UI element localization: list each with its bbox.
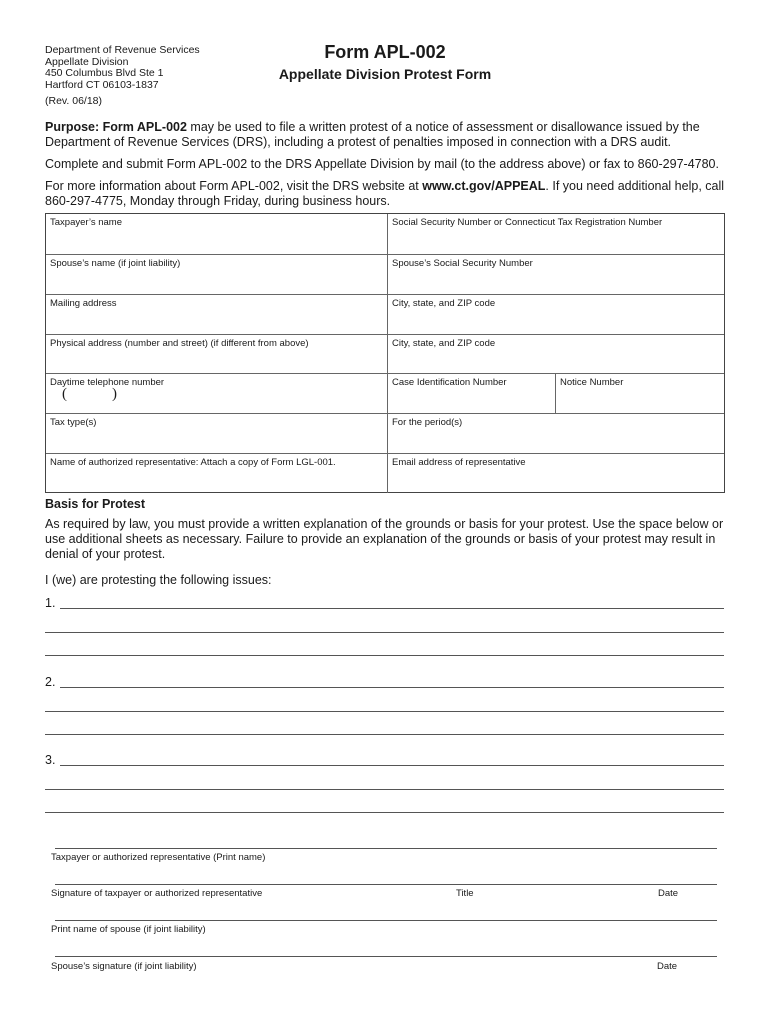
issue-3-line[interactable]	[60, 765, 724, 766]
address-line: 450 Columbus Blvd Ste 1	[45, 67, 164, 79]
address-line: Appellate Division	[45, 55, 129, 68]
field-label: Spouse’s Social Security Number	[392, 258, 533, 269]
daytime-phone-field[interactable]	[46, 374, 387, 413]
issue-1-line[interactable]	[60, 608, 724, 609]
spouse-name-field[interactable]	[46, 255, 387, 294]
form-subtitle: Appellate Division Protest Form	[278, 66, 492, 82]
issues-intro: I (we) are protesting the following issues:	[45, 573, 272, 587]
field-label: Tax type(s)	[50, 417, 97, 428]
issue-2-line[interactable]	[45, 734, 724, 735]
mailing-address-field[interactable]	[46, 295, 387, 334]
mailing-city-state-zip-field[interactable]	[388, 295, 726, 334]
notice-number-field[interactable]	[556, 374, 726, 413]
spouse-signature-line[interactable]	[55, 956, 717, 957]
spouse-print-name-label: Print name of spouse (if joint liability)	[51, 924, 206, 935]
info-text-after: . If you need additional help, call 860-297-4775, Monday through Friday, during business hours.	[45, 179, 725, 208]
date-label: Date	[658, 888, 679, 899]
periods-field[interactable]	[388, 414, 726, 453]
issue-1-line[interactable]	[45, 632, 724, 633]
field-label: Notice Number	[560, 377, 624, 388]
issue-3-line[interactable]	[45, 812, 724, 813]
field-label: Daytime telephone number	[50, 377, 165, 388]
representative-email-field[interactable]	[388, 454, 726, 493]
field-label: Email address of representative	[392, 457, 526, 468]
submit-paragraph: Complete and submit Form APL-002 to the DRS Appellate Division by mail (to the address above) or fax to 860-297-4780.	[45, 157, 719, 171]
taxpayer-info-table	[45, 213, 725, 493]
physical-city-state-zip-field[interactable]	[388, 335, 726, 373]
spouse-print-name-line[interactable]	[55, 920, 717, 921]
signature-line[interactable]	[55, 884, 717, 885]
field-label: Mailing address	[50, 298, 117, 309]
field-label: City, state, and ZIP code	[392, 338, 496, 349]
form-title: Form APL-002	[324, 42, 446, 62]
basis-explanation: As required by law, you must provide a written explanation of the grounds or basis for your protest. Use the space below or use additional sheets as necessary. Failure to provide an explanation of the grounds or basis of your protest may result in denial of your protest.	[45, 517, 724, 561]
field-label: Spouse’s name (if joint liability)	[50, 258, 181, 269]
field-label: Social Security Number or Connecticut Tax Registration Number	[392, 217, 663, 228]
issue-number: 1.	[45, 596, 56, 610]
representative-name-field[interactable]	[46, 454, 387, 493]
issue-number: 2.	[45, 675, 56, 689]
spouse-ssn-field[interactable]	[388, 255, 726, 294]
issue-2-line[interactable]	[60, 687, 724, 688]
purpose-paragraph	[45, 120, 727, 150]
issue-3-line[interactable]	[45, 789, 724, 790]
field-label: Taxpayer’s name	[50, 217, 122, 228]
address-line: Department of Revenue Services	[45, 44, 200, 56]
agency-address	[45, 45, 200, 91]
title-label: Title	[456, 888, 474, 899]
info-paragraph	[45, 179, 727, 209]
address-line: Hartford CT 06103-1837	[45, 78, 159, 91]
case-id-field[interactable]	[388, 374, 555, 413]
spouse-date-label: Date	[657, 961, 678, 972]
info-text: For more information about Form APL-002, visit the DRS website at	[45, 179, 423, 193]
print-name-line[interactable]	[55, 848, 717, 849]
field-label: Name of authorized representative: Attach a copy of Form LGL-001.	[50, 457, 336, 468]
field-label: Case Identification Number	[392, 377, 507, 388]
basis-heading: Basis for Protest	[45, 497, 146, 511]
ssn-or-registration-field[interactable]	[388, 214, 726, 254]
field-label: Physical address (number and street) (if different from above)	[50, 338, 309, 349]
print-name-label: Taxpayer or authorized representative (Print name)	[51, 852, 266, 863]
issue-number: 3.	[45, 753, 56, 767]
physical-address-field[interactable]	[46, 335, 387, 373]
taxpayer-name-field[interactable]	[46, 214, 387, 254]
area-code-close-paren: )	[112, 386, 117, 402]
appeal-website-link[interactable]: www.ct.gov/APPEAL	[422, 179, 546, 193]
purpose-label: Purpose: Form APL-002	[45, 120, 187, 134]
issue-2-line[interactable]	[45, 711, 724, 712]
area-code-open-paren: (	[62, 386, 67, 402]
tax-types-field[interactable]	[46, 414, 387, 453]
issue-1-line[interactable]	[45, 655, 724, 656]
purpose-text: may be used to file a written protest of a notice of assessment or disallowance issued by the Department of Revenue Services (DRS), including a protest of penalties imposed in connection with a DRS audit.	[45, 120, 700, 149]
signature-label: Signature of taxpayer or authorized representative	[51, 888, 263, 899]
spouse-signature-label: Spouse’s signature (if joint liability)	[51, 961, 197, 972]
revision-date: (Rev. 06/18)	[45, 95, 102, 107]
field-label: For the period(s)	[392, 417, 463, 428]
field-label: City, state, and ZIP code	[392, 298, 496, 309]
